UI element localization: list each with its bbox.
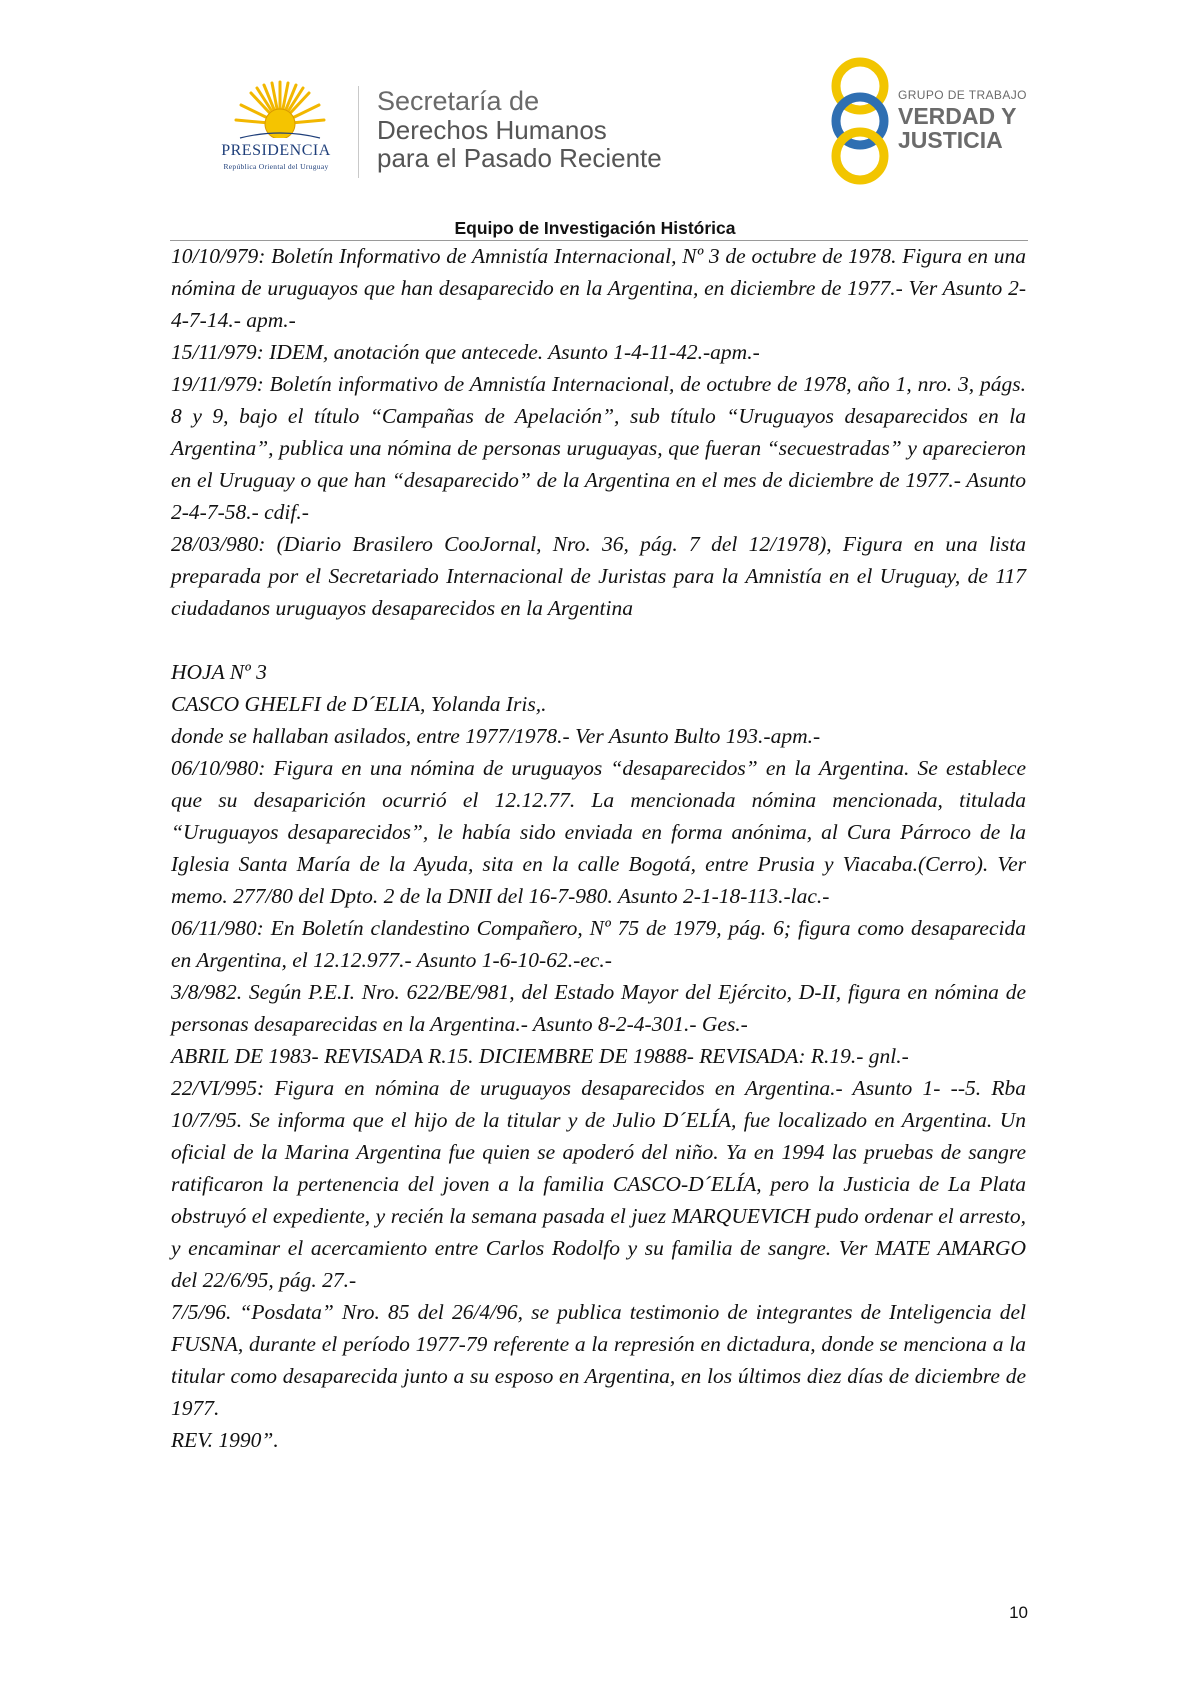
grupo-trabajo-text (898, 89, 1027, 152)
entry-paragraph: 06/10/980: Figura en una nómina de uruguayos “desaparecidos” en la Argentina. Se establece que su desaparición ocurrió el 12.12.77. La mencionada nómina mencionada, titulada “Uruguayos desaparecidos”, le había sido enviada en forma anónima, al Cura Párroco de la Iglesia Santa María de la Ayuda, sita en la calle Bogotá, entre Prusia y Viacaba.(Cerro). Ver memo. 277/80 del Dpto. 2 de la DNII del 16-7-980. Asunto 2-1-18-113.-lac.- (171, 756, 1026, 908)
presidencia-logo (196, 80, 356, 180)
entry-paragraph: 22/VI/995: Figura en nómina de uruguayos desaparecidos en Argentina.- Asunto 1- --5. Rba 10/7/95. Se informa que el hijo de la titular y de Julio D´ELÍA, fue localizado en Argentina. Un oficial de la Marina Argentina fue quien se apoderó del niño. Ya en 1994 las pruebas de sangre ratificaron la pertenencia del joven a la familia CASCO-D´ELÍA, pero la Justicia de La Plata obstruyó el expediente, y recién la semana pasada el juez MARQUEVICH pudo ordenar el arresto, y encaminar el acercamiento entre Carlos Rodolfo y su familia de sangre. Ver MATE AMARGO del 22/6/95, pág. 27.- (171, 1076, 1026, 1292)
secretaria-logo-text (377, 88, 662, 171)
document-body (171, 240, 1026, 1456)
sheet-name: CASCO GHELFI de D´ELIA, Yolanda Iris,. (171, 692, 547, 716)
entry-paragraph: 19/11/979: Boletín informativo de Amnistía Internacional, de octubre de 1978, año 1, nro. 3, págs. 8 y 9, bajo el título “Campañas de Apelación”, sub título “Uruguayos desaparecidos en la Argentina”, publica una nómina de personas uruguayas, que fueran “secuestradas” y aparecieron en el Uruguay o que han “desaparecido” de la Argentina en el mes de diciembre de 1977.- Asunto 2-4-7-58.- cdif.- (171, 372, 1026, 524)
entry-paragraph: donde se hallaban asilados, entre 1977/1978.- Ver Asunto Bulto 193.-apm.- (171, 724, 821, 748)
entry-paragraph: 10/10/979: Boletín Informativo de Amnistía Internacional, Nº 3 de octubre de 1978. Figura en una nómina de uruguayos que han desaparecido en la Argentina, en diciembre de 1977.- Ver Asunto 2-4-7-14.- apm.- (171, 244, 1026, 332)
entry-paragraph: 3/8/982. Según P.E.I. Nro. 622/BE/981, del Estado Mayor del Ejército, D-II, figura en nómina de personas desaparecidas en la Argentina.- Asunto 8-2-4-301.- Ges.- (171, 980, 1026, 1036)
sheet-label: HOJA Nº 3 (171, 660, 267, 684)
grupo-line1: GRUPO DE TRABAJO (898, 88, 1027, 102)
entry-paragraph: 7/5/96. “Posdata” Nro. 85 del 26/4/96, se publica testimonio de integrantes de Inteligencia del FUSNA, durante el período 1977-79 referente a la represión en dictadura, donde se menciona a la titular como desaparecida junto a su esposo en Argentina, en los últimos diez días de diciembre de 1977. (171, 1300, 1026, 1420)
secretaria-line3: para el Pasado Reciente (377, 143, 662, 173)
sun-of-may-icon (234, 80, 326, 150)
page-number: 10 (1009, 1603, 1028, 1622)
entry-paragraph: 28/03/980: (Diario Brasilero CooJornal, Nro. 36, pág. 7 del 12/1978), Figura en una lista preparada por el Secretariado Internacional de Juristas para la Amnistía en el Uruguay, de 117 ciudadanos uruguayos desaparecidos en la Argentina (171, 532, 1026, 620)
team-title: Equipo de Investigación Histórica (454, 218, 736, 238)
presidencia-name: PRESIDENCIA (221, 142, 331, 159)
blank-line (171, 624, 1026, 656)
grupo-line2: VERDAD Y (898, 103, 1017, 129)
entry-paragraph: ABRIL DE 1983- REVISADA R.15. DICIEMBRE DE 19888- REVISADA: R.19.- gnl.- (171, 1044, 909, 1068)
entry-paragraph: 15/11/979: IDEM, anotación que antecede. Asunto 1-4-11-42.-apm.- (171, 340, 760, 364)
secretaria-line1: Secretaría de (377, 86, 540, 116)
grupo-line3: JUSTICIA (898, 127, 1003, 153)
entry-paragraph: 06/11/980: En Boletín clandestino Compañero, Nº 75 de 1979, pág. 6; figura como desaparecida en Argentina, el 12.12.977.- Asunto 1-6-10-62.-ec.- (171, 916, 1026, 972)
presidencia-subtitle: República Oriental del Uruguay (223, 162, 329, 171)
entry-paragraph: REV. 1990”. (171, 1428, 279, 1452)
header-divider (358, 86, 359, 178)
secretaria-line2: Derechos Humanos (377, 115, 607, 145)
